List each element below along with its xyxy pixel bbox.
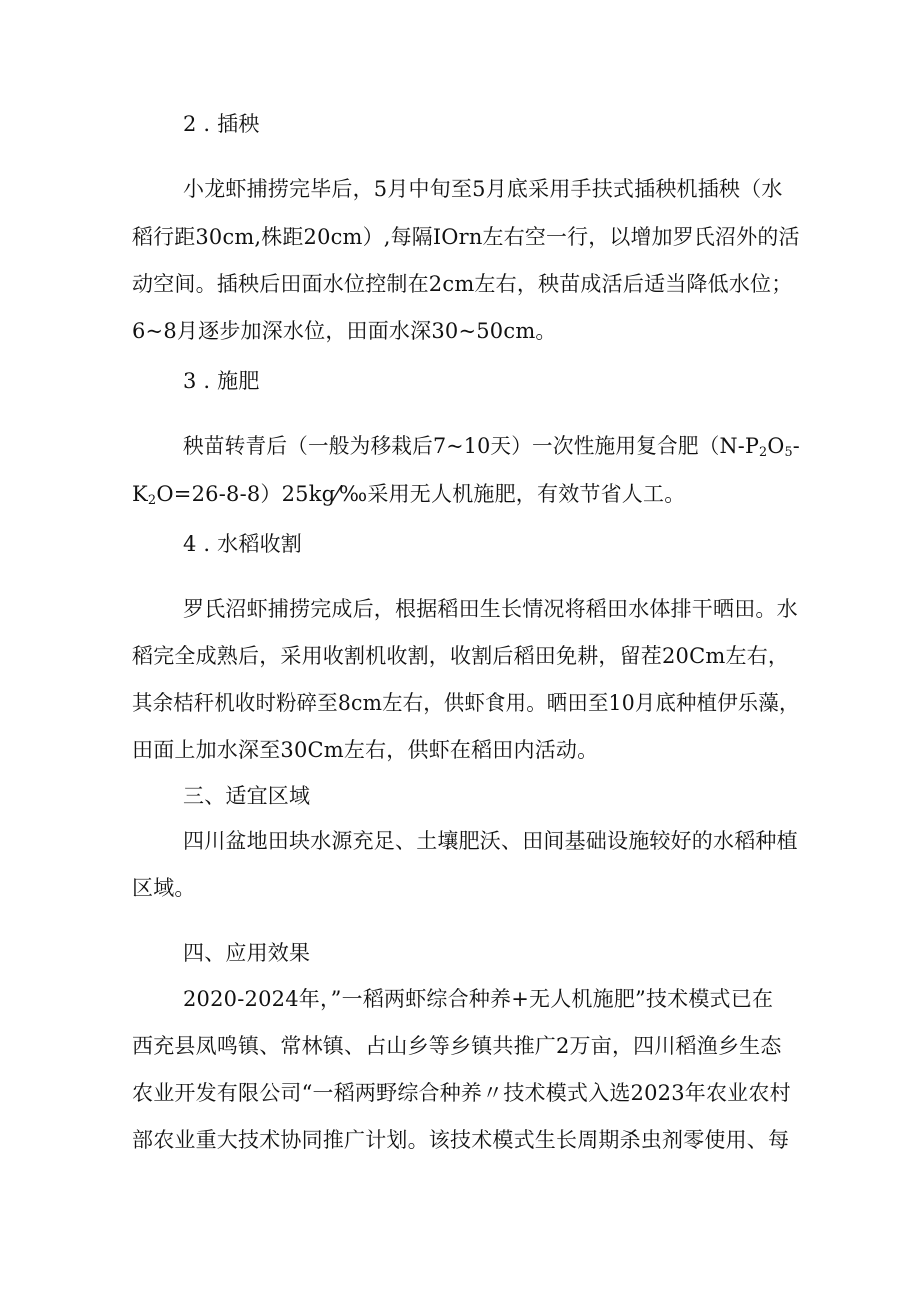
section-three-heading: 三、适宜区域 — [183, 784, 311, 808]
text-run: O=26-8-8）25kg⁄‰采用无人机施肥，有效节省人工。 — [156, 482, 686, 506]
paragraph-line: 小龙虾捕捞完毕后，5月中旬至5月底采用手扶式插秧机插秧（水 — [183, 177, 783, 201]
subscript: 2 — [147, 493, 157, 508]
text-run: - — [792, 434, 800, 458]
text-run: 秧苗转青后（一般为移栽后7~10天）一次性施用复合肥（N-P — [183, 434, 760, 458]
paragraph-line: 2020-2024年，”一稻两虾综合种养+无人机施肥”技术模式已在 — [183, 987, 774, 1011]
text-run: O — [767, 434, 785, 458]
paragraph-line: 区域。 — [132, 876, 196, 900]
paragraph-line: 罗氏沼虾捕捞完成后，根据稻田生长情况将稻田水体排干晒田。水 — [183, 597, 798, 621]
paragraph-line: 其余桔秆机收时粉碎至8cm左右，供虾食用。晒田至10月底种植伊乐藻， — [132, 691, 800, 715]
section-3-heading: 3 . 施肥 — [183, 369, 260, 393]
paragraph-line — [132, 479, 685, 509]
paragraph-line — [183, 431, 800, 461]
paragraph-line: 西充县凤鸣镇、常林镇、占山乡等乡镇共推广2万亩，四川稻渔乡生态 — [132, 1034, 782, 1058]
section-2-heading: 2 . 插秧 — [183, 112, 260, 136]
paragraph-line: 部农业重大技术协同推广计划。该技术模式生长周期杀虫剂零使用、每 — [132, 1128, 790, 1152]
section-four-heading: 四、应用效果 — [183, 941, 311, 965]
paragraph-line: 农业开发有限公司“一稻两野综合种养〃技术模式入选2023年农业农村 — [132, 1081, 791, 1105]
paragraph-line: 稻完全成熟后，采用收割机收割，收割后稻田免耕，留茬20Cm左右， — [132, 644, 790, 668]
paragraph-line: 田面上加水深至30Cm左右，供虾在稻田内活动。 — [132, 738, 599, 762]
subscript: 5 — [784, 445, 793, 460]
paragraph-line: 四川盆地田块水源充足、土壤肥沃、田间基础设施较好的水稻种植 — [183, 829, 798, 853]
section-4-heading: 4 . 水稻收割 — [183, 532, 302, 556]
subscript: 2 — [759, 445, 768, 460]
paragraph-line: 6~8月逐步加深水位，田面水深30~50cm。 — [132, 319, 557, 343]
paragraph-line: 动空间。插秧后田面水位控制在2cm左右，秧苗成活后适当降低水位； — [132, 272, 793, 296]
paragraph-line: 稻行距30cm,株距20cm）,每隔IOrn左右空一行，以增加罗氏沼外的活 — [132, 225, 800, 249]
text-run: K — [132, 482, 148, 506]
